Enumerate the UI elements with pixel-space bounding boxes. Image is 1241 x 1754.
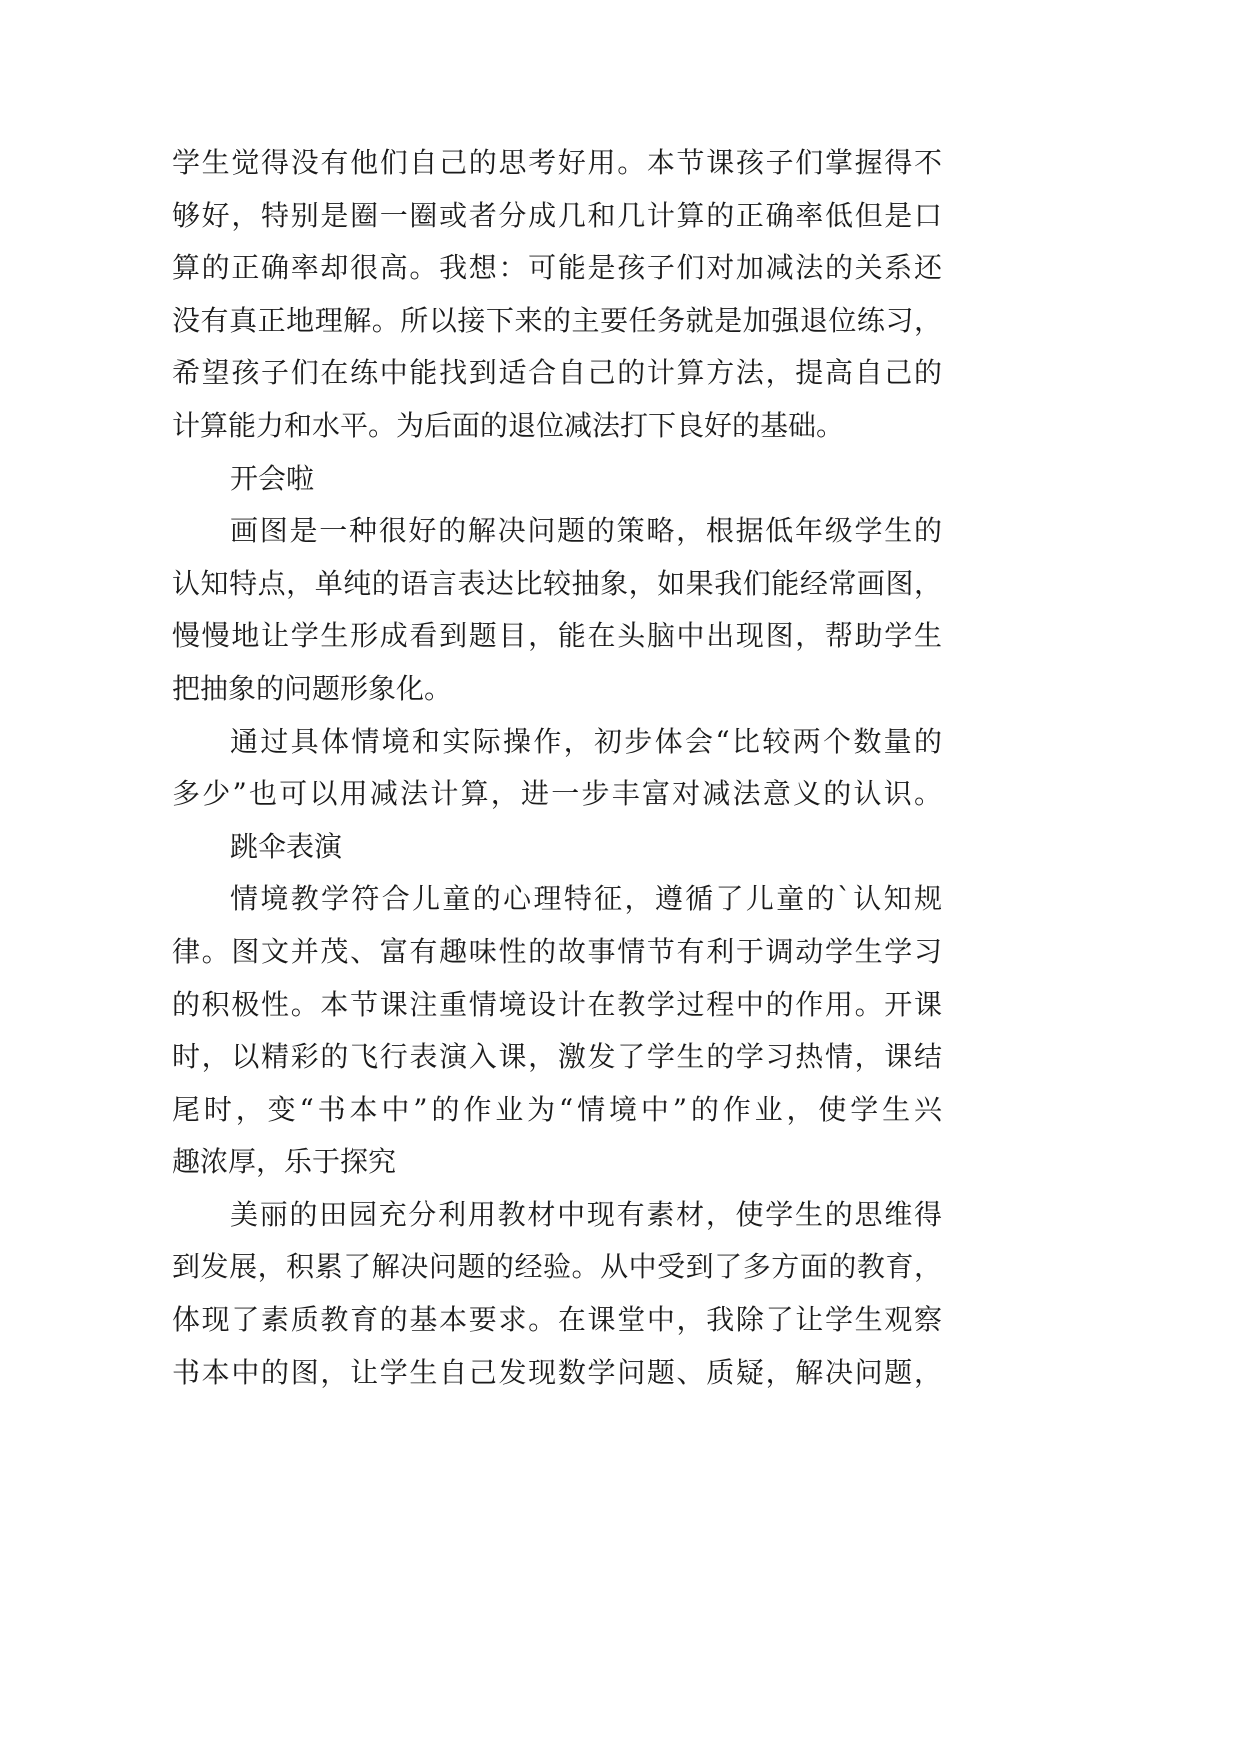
text-line: 通过具体情境和实际操作，初步体会“比较两个数量的 bbox=[230, 724, 942, 758]
text-line: 情境教学符合儿童的心理特征，遵循了儿童的`认知规 bbox=[230, 882, 942, 916]
paragraph bbox=[172, 505, 942, 715]
text-line: 够好，特别是圈一圈或者分成几和几计算的正确率低但是口 bbox=[172, 198, 942, 232]
text-line: 书本中的图，让学生自己发现数学问题、质疑，解决问题， bbox=[172, 1355, 942, 1389]
text-line: 认知特点，单纯的语言表达比较抽象，如果我们能经常画图， bbox=[172, 566, 942, 600]
text-line: 美丽的田园充分利用教材中现有素材，使学生的思维得 bbox=[230, 1197, 942, 1231]
text-line: 体现了素质教育的基本要求。在课堂中，我除了让学生观察 bbox=[172, 1303, 942, 1337]
section-heading-text: 跳伞表演 bbox=[230, 829, 343, 863]
paragraph bbox=[172, 1189, 942, 1399]
text-line: 算的正确率却很高。我想：可能是孩子们对加减法的关系还 bbox=[172, 251, 942, 285]
text-line: 画图是一种很好的解决问题的策略，根据低年级学生的 bbox=[230, 514, 942, 548]
text-line: 慢慢地让学生形成看到题目，能在头脑中出现图，帮助学生 bbox=[172, 619, 942, 653]
text-line: 到发展，积累了解决问题的经验。从中受到了多方面的教育， bbox=[172, 1250, 942, 1284]
text-line: 律。图文并茂、富有趣味性的故事情节有利于调动学生学习 bbox=[172, 934, 942, 968]
text-line: 多少”也可以用减法计算，进一步丰富对减法意义的认识。 bbox=[172, 777, 942, 811]
text-line: 计算能力和水平。为后面的退位减法打下良好的基础。 bbox=[172, 408, 845, 442]
text-line: 趣浓厚，乐于探究 bbox=[172, 1145, 397, 1179]
paragraph bbox=[172, 716, 942, 821]
text-line: 学生觉得没有他们自己的思考好用。本节课孩子们掌握得不 bbox=[172, 146, 942, 179]
section-heading bbox=[172, 821, 942, 874]
text-line: 尾时，变“书本中”的作业为“情境中”的作业，使学生兴 bbox=[172, 1092, 942, 1126]
text-body bbox=[172, 137, 942, 1399]
section-heading-text: 开会啦 bbox=[230, 461, 315, 495]
text-line: 时，以精彩的飞行表演入课，激发了学生的学习热情，课结 bbox=[172, 1040, 942, 1074]
paragraph-continued bbox=[172, 137, 942, 453]
section-heading bbox=[172, 453, 942, 506]
text-line: 没有真正地理解。所以接下来的主要任务就是加强退位练习， bbox=[172, 303, 942, 337]
text-line: 把抽象的问题形象化。 bbox=[172, 671, 453, 705]
text-line: 的积极性。本节课注重情境设计在教学过程中的作用。开课 bbox=[172, 987, 942, 1021]
paragraph bbox=[172, 873, 942, 1189]
text-line: 希望孩子们在练中能找到适合自己的计算方法，提高自己的 bbox=[172, 356, 942, 390]
